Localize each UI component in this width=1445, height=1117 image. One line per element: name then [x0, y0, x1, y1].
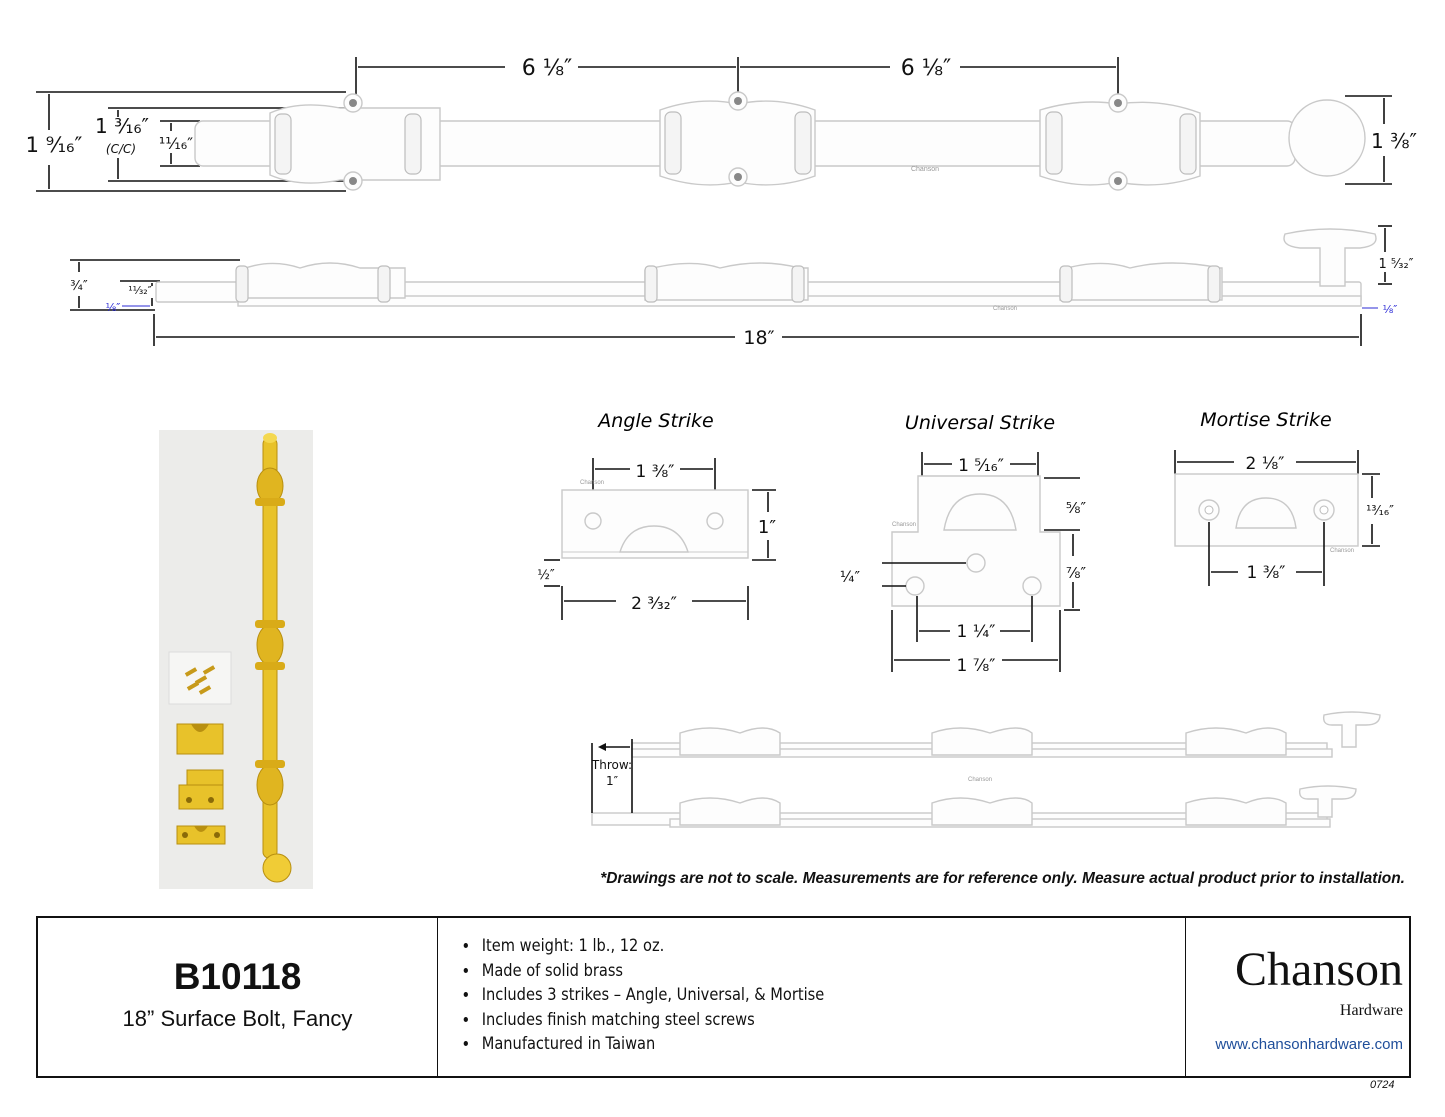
dim-knob-height: 1 ⁵⁄₃₂″ — [1378, 257, 1414, 272]
throw-label: Throw: — [591, 758, 633, 772]
dim-base-thickness-left: ⅛″ — [105, 301, 121, 314]
spec-item: • Includes 3 strikes – Angle, Universal, & Mortise — [478, 983, 1080, 1008]
document-code: 0724 — [1370, 1079, 1395, 1091]
mortise-strike-watermark: Chanson — [1330, 548, 1355, 554]
spec-item: • Made of solid brass — [478, 959, 1080, 984]
universal-strike-title: Universal Strike — [904, 412, 1056, 434]
dim-hole-cc-note: (C/C) — [105, 142, 137, 156]
mortise-strike-height: ¹³⁄₁₆″ — [1366, 504, 1394, 519]
product-photo — [159, 430, 313, 889]
universal-strike-bottom-height: ⅞″ — [1065, 564, 1087, 582]
product-info-box — [36, 916, 1411, 1078]
mortise-strike-title: Mortise Strike — [1200, 409, 1332, 431]
dim-rod-diameter: ¹¹⁄₁₆″ — [158, 134, 194, 153]
dim-hole-spacing-right: 6 ⅛″ — [900, 56, 952, 81]
throw-value: 1″ — [605, 774, 619, 788]
dim-base-thickness-right: ⅛″ — [1382, 303, 1398, 316]
mortise-strike-hole-spacing: 1 ⅜″ — [1246, 563, 1286, 583]
spec-item: • Includes finish matching steel screws — [478, 1008, 1080, 1033]
side-view-watermark: Chanson — [992, 306, 1018, 312]
universal-strike-hole-spacing: 1 ¼″ — [956, 622, 996, 642]
dim-overall-height: 1 ⁹⁄₁₆″ — [25, 133, 83, 157]
universal-strike-hole-offset: ¼″ — [839, 568, 861, 586]
spec-list — [437, 934, 1080, 1057]
top-view-drawing — [0, 0, 1445, 220]
universal-strike-top-width: 1 ⁵⁄₁₆″ — [958, 456, 1004, 476]
dim-bolt-height: ¾″ — [70, 279, 88, 294]
brand-subtitle: Hardware — [1339, 1002, 1403, 1019]
angle-strike-lip: ½″ — [537, 568, 555, 583]
product-specs — [437, 918, 1186, 1076]
angle-strike-hole-spacing: 1 ⅜″ — [635, 462, 675, 482]
dim-hole-cc: 1 ³⁄₁₆″ — [95, 114, 149, 138]
throw-watermark: Chanson — [967, 777, 993, 783]
dim-knob-diameter: 1 ⅜″ — [1371, 129, 1417, 153]
dim-overall-length: 18″ — [743, 327, 775, 349]
disclaimer-note: *Drawings are not to scale. Measurements are for reference only. Measure actual product prior to installation. — [600, 870, 1405, 887]
strikes-drawing — [520, 400, 1425, 690]
angle-strike-title: Angle Strike — [598, 410, 714, 432]
spec-item: • Item weight: 1 lb., 12 oz. — [478, 934, 1080, 959]
brand-block — [1187, 918, 1409, 1076]
brand-website-link[interactable]: www.chansonhardware.com — [1215, 1036, 1403, 1053]
spec-item: • Manufactured in Taiwan — [478, 1032, 1080, 1057]
universal-strike-top-height: ⅝″ — [1065, 499, 1087, 517]
angle-strike-width: 2 ³⁄₃₂″ — [631, 594, 677, 614]
dim-hole-spacing-left: 6 ⅛″ — [521, 56, 573, 81]
side-view-drawing — [0, 220, 1445, 355]
product-description: 18” Surface Bolt, Fancy — [122, 1006, 353, 1031]
universal-strike-watermark: Chanson — [892, 522, 917, 528]
angle-strike-height: 1″ — [757, 517, 777, 538]
universal-strike-width: 1 ⅞″ — [956, 656, 996, 676]
dim-rod-offset: ¹¹⁄₃₂″ — [128, 284, 152, 297]
throw-drawing — [580, 705, 1400, 840]
brand-logo: Chanson — [1235, 943, 1403, 996]
product-identity — [38, 918, 438, 1076]
top-view-watermark: Chanson — [910, 166, 940, 173]
model-number: B10118 — [173, 956, 302, 997]
mortise-strike-width: 2 ⅛″ — [1245, 454, 1285, 474]
angle-strike-watermark: Chanson — [580, 480, 605, 486]
